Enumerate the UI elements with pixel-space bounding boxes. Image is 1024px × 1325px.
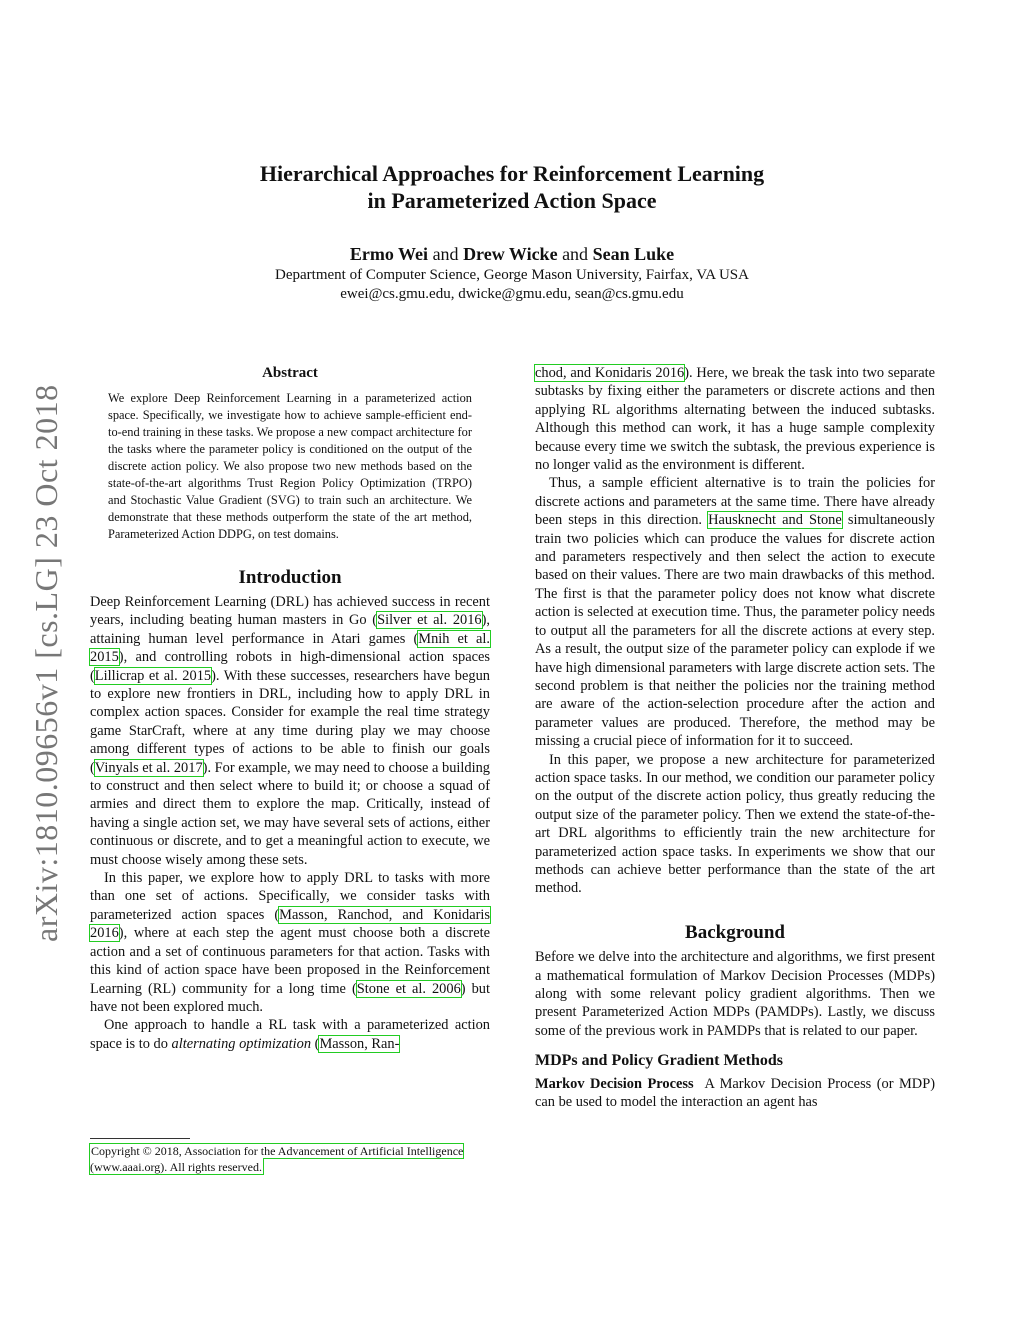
left-column bbox=[90, 364, 490, 1053]
citation-stone-2006[interactable]: Stone et al. 2006 bbox=[356, 980, 461, 997]
intro-p3-text-a: One approach to handle a RL task with a parameterized action space is to do bbox=[90, 1017, 490, 1052]
mdp-paragraph bbox=[535, 1075, 935, 1112]
citation-vinyals-2017[interactable]: Vinyals et al. 2017 bbox=[94, 759, 203, 776]
title-line-2: in Parameterized Action Space bbox=[367, 188, 657, 213]
intro-p1-text-d: ). With these successes, researchers have begun to explore new frontiers in DRL, including how to apply DRL in complex action spaces. Consider for example the real time strategy game StarCraft, where at any time during play we may choose among different types of actions to be able to finish our goals ( bbox=[90, 667, 490, 776]
intro-p1-text-e: ). For example, we may need to choose a building to construct and then select where to build it; or choose a squad of armies and direct them to explore the map. Critically, instead of having a single action set, we may have several sets of actions, either continuous or discrete, and to get a meaningful action to execute, we must choose wisely among these sets. bbox=[90, 759, 490, 868]
citation-silver-2016[interactable]: Silver et al. 2016 bbox=[377, 612, 482, 629]
arxiv-stamp: arXiv:1810.09656v1 [cs.LG] 23 Oct 2018 bbox=[28, 384, 64, 942]
author-1: Ermo Wei bbox=[349, 244, 429, 264]
intro-p3-emphasis: alternating optimization bbox=[171, 1035, 312, 1052]
mdp-text: A Markov Decision Process (or MDP) can be used to model the interaction an agent has bbox=[535, 1075, 935, 1111]
paper-title bbox=[150, 160, 874, 214]
right-p2-text-a: Thus, a sample efficient alternative is to train the policies for discrete actions and parameters at the same time. There have already been steps in this direction. bbox=[535, 475, 935, 529]
author-sep-2: and bbox=[562, 244, 589, 264]
title-line-1: Hierarchical Approaches for Reinforcement Learning bbox=[259, 161, 765, 186]
right-paragraph-2 bbox=[535, 474, 935, 750]
intro-p1-text-a: Deep Reinforcement Learning (DRL) has achieved success in recent years, including beating human masters in Go ( bbox=[90, 593, 490, 629]
intro-p3-text-b: ( bbox=[311, 1035, 320, 1052]
author-sep-1: and bbox=[432, 244, 459, 264]
intro-p2-text-b: ), where at each step the agent must choose both a discrete action and a set of continuous parameters for that action. Tasks with this kind of action space have been proposed in the Reinforcement Learning (RL) community for a long time ( bbox=[90, 925, 490, 997]
intro-p1-text-c: ), and controlling robots in high-dimensional action spaces ( bbox=[90, 649, 490, 684]
citation-masson-2016-part2[interactable]: chod, and Konidaris 2016 bbox=[535, 365, 685, 381]
mdp-subsection-heading: MDPs and Policy Gradient Methods bbox=[535, 1052, 783, 1070]
footnote-rule bbox=[90, 1138, 190, 1139]
copyright-footnote bbox=[90, 1138, 490, 1175]
background-paragraph: Before we delve into the architecture and algorithms, we first present a mathematical formulation of Markov Decision Processes (MDPs) along with some relevant policy gradient algorithms. Then we present Parameterized Action MDPs (PAMDPs). Lastly, we discuss some of the previous work in PAMDPs that is related to our paper. bbox=[535, 949, 935, 1039]
right-paragraph-3: In this paper, we propose a new architecture for parameterized action space tasks. In our method, we condition our parameter policy on the output of the discrete action policy, thus greatly reducing the output size of the parameter policy. Then we extend the state-of-the-art DRL algorithms to efficiently train the new architecture for parameterized action space tasks. In experiments we show that our methods can achieve better performance than the state of the art method. bbox=[535, 751, 935, 897]
right-column bbox=[535, 364, 935, 1111]
right-paragraph-1 bbox=[535, 364, 935, 474]
citation-masson-2016-part1[interactable]: Masson, Ran- bbox=[319, 1035, 400, 1052]
intro-p2-text-c: ) but have not been explored much. bbox=[90, 980, 490, 1015]
affiliation-block bbox=[150, 266, 874, 304]
author-line bbox=[150, 244, 874, 265]
mdp-run-in-heading: Markov Decision Process bbox=[535, 1075, 694, 1092]
right-p2-text-b: simultaneously train two policies which can produce the values for discrete action and parameters respectively and then select the action to execute based on their values. There are two main drawbacks of this method. The first is that the parameter policy does not know what discrete action is selected at execution time. Thus, the parameter policy needs to output all the parameters for all the discrete actions at every step. As a result, the output size of the parameter policy can explode if we have high dimensional parameters with large discrete action sets. The second problem is that neither the policies nor the training method are aware of the action-selection procedure after the action and parameter values are produced. Therefore, the method may be missing a crucial piece of information for it to succeed. bbox=[535, 512, 936, 750]
citation-mnih-2015[interactable]: Mnih et al. 2015 bbox=[90, 630, 490, 666]
citation-hausknecht-stone[interactable]: Hausknecht and Stone bbox=[708, 512, 842, 529]
copyright-link[interactable]: Copyright © 2018, Association for the Advancement of Artificial Intelligence (www.aaai.org). All rights reserved. bbox=[90, 1144, 464, 1174]
abstract-heading: Abstract bbox=[262, 365, 318, 381]
intro-paragraph-3 bbox=[90, 1016, 490, 1053]
background-heading: Background bbox=[685, 921, 785, 943]
citation-lillicrap-2015[interactable]: Lillicrap et al. 2015 bbox=[94, 667, 212, 684]
intro-p1-text-b: ), attaining human level performance in Atari games ( bbox=[90, 612, 490, 647]
emails: ewei@cs.gmu.edu, dwicke@gmu.edu, sean@cs.gmu.edu bbox=[340, 286, 684, 302]
intro-p2-text-a: In this paper, we explore how to apply DRL to tasks with more than one set of actions. Specifically, we consider tasks with parameterized action spaces ( bbox=[90, 870, 490, 923]
abstract-text: We explore Deep Reinforcement Learning in a parameterized action space. Specifically, we investigate how to achieve sample-efficient end-to-end training in these tasks. We propose a new compact architecture for the tasks where the parameter policy is conditioned on the output of the discrete action policy. We also propose two new methods based on the state-of-the-art algorithms Trust Region Policy Optimization (TRPO) and Stochastic Value Gradient (SVG) to train such an architecture. We demonstrate that these methods outperform the state of the art method, Parameterized Action DDPG, on test domains. bbox=[108, 391, 472, 541]
author-2: Drew Wicke bbox=[463, 244, 558, 264]
affiliation: Department of Computer Science, George Mason University, Fairfax, VA USA bbox=[275, 267, 749, 283]
right-p1-text: ). Here, we break the task into two separate subtasks by fixing either the parameters or discrete actions and then applying RL algorithms alternating between the induced subtasks. Although this method can work, it has a huge sample complexity because every time we switch the subtask, the previous experience is no longer valid as the environment is different. bbox=[535, 365, 935, 474]
citation-masson-2016[interactable]: Masson, Ranchod, and Konidaris 2016 bbox=[90, 906, 490, 942]
intro-paragraph-2 bbox=[90, 869, 490, 1016]
intro-paragraph-1 bbox=[90, 593, 490, 869]
author-3: Sean Luke bbox=[592, 244, 675, 264]
introduction-heading: Introduction bbox=[238, 566, 342, 588]
